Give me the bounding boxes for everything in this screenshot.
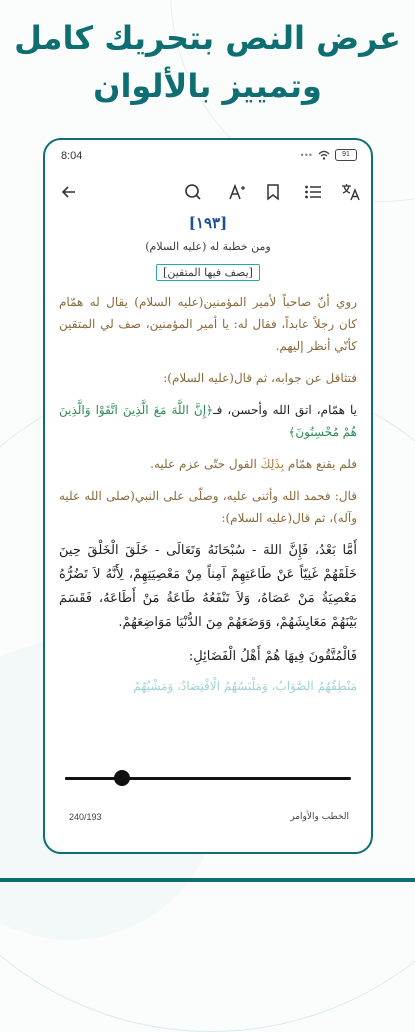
- slider-thumb[interactable]: [114, 770, 130, 786]
- battery-icon: 91: [335, 149, 357, 161]
- translate-icon[interactable]: [339, 180, 363, 204]
- narration-part-a: فلم يقنع همّام: [284, 457, 357, 471]
- signal-dots-icon: •••: [300, 150, 313, 160]
- sermon-subtitle-text: [يصف فيها المتقين]: [156, 264, 260, 281]
- phone-frame: [43, 138, 373, 854]
- back-icon[interactable]: [57, 180, 81, 204]
- narration-part-b: القول حتّى عزم عليه.: [150, 457, 261, 471]
- status-bar: [45, 140, 371, 170]
- bookmark-icon[interactable]: [261, 180, 285, 204]
- status-icons: [301, 149, 357, 161]
- fading-text-line: مَنْطِقُهُمُ الصَّوَابُ، وَمَلْبَسُهُمُ الْاقْتِصَادُ، وَمَشْيُهُمُ: [133, 679, 357, 693]
- quote-prefix: يا همّام، اتق الله وأحسن، فـ: [213, 403, 357, 417]
- list-icon[interactable]: [301, 180, 325, 204]
- sermon-text-2: فَالْمُتَّقُونَ فِيهَا هُمْ أَهْلُ الْفَضَائِلِ:: [188, 649, 357, 664]
- wifi-icon: [318, 150, 330, 160]
- highlighted-word: بِذَلِكَ: [260, 457, 285, 471]
- quran-verse: ﴿إِنَّ اللَّهَ مَعَ الَّذِينَ اتَّقَوْا وَالَّذِينَ هُمْ مُحْسِنُونَ﴾: [59, 403, 357, 439]
- reader-toolbar: [45, 176, 371, 208]
- narration-paragraph-4: قال: فحمد الله وأثنى عليه، وصلّى على النبي(صلى الله عليه وآله)، ثم قال(عليه السلام):: [59, 489, 357, 525]
- headline-line-2: وتمييز بالألوان: [93, 67, 322, 105]
- sermon-content: [59, 210, 357, 772]
- quote-paragraph: [59, 399, 357, 443]
- sermon-title: ومن خطبة له (عليه السلام): [145, 240, 271, 253]
- font-size-icon[interactable]: [225, 180, 249, 204]
- sermon-subtitle: [59, 261, 357, 281]
- page-counter: 240/193: [69, 812, 102, 822]
- section-name: الخطب والأوامر: [290, 812, 349, 822]
- narration-paragraph-3: [59, 453, 357, 475]
- status-time: 8:04: [61, 150, 83, 162]
- narration-paragraph: روي أنّ صاحباً لأمير المؤمنين(عليه السلام) يقال له همّام كان رجلاً عابداً، فقال له: يا أمير المؤمنين، صف لي المتقين كأنّي أنظر إليهم.: [59, 295, 357, 353]
- sermon-number: [١٩٣]: [188, 214, 228, 232]
- bottom-accent-bar: [0, 878, 415, 882]
- search-icon[interactable]: [181, 180, 205, 204]
- promo-headline: [0, 14, 415, 110]
- sermon-text: أَمَّا بَعْدُ، فَإِنَّ اللهَ - سُبْحَانَهُ وَتَعَالَى - خَلَقَ الْخَلْقَ حِينَ خَلَقَهُمْ غَنِيّاً عَنْ طَاعَتِهِمْ آمِناً مِنْ مَعْصِيَتِهِمْ، لِأَنَّهُ لاَ تَضُرُّهُ مَعْصِيَةُ مَنْ عَصَاهُ، وَلاَ تَنْفَعُهُ طَاعَةُ مَنْ أَطَاعَهُ، فَقَسَمَ بَيْنَهُمْ مَعَايِشَهُمْ، وَوَضَعَهُمْ مِنَ الدُّنْيَا مَوَاضِعَهُمْ.: [59, 543, 357, 630]
- reading-progress-slider[interactable]: [65, 772, 351, 784]
- narration-paragraph-2: فتثاقل عن جوابه، ثم قال(عليه السلام):: [163, 371, 357, 385]
- reader-footer: [45, 810, 371, 830]
- headline-line-1: عرض النص بتحريك كامل: [14, 19, 401, 57]
